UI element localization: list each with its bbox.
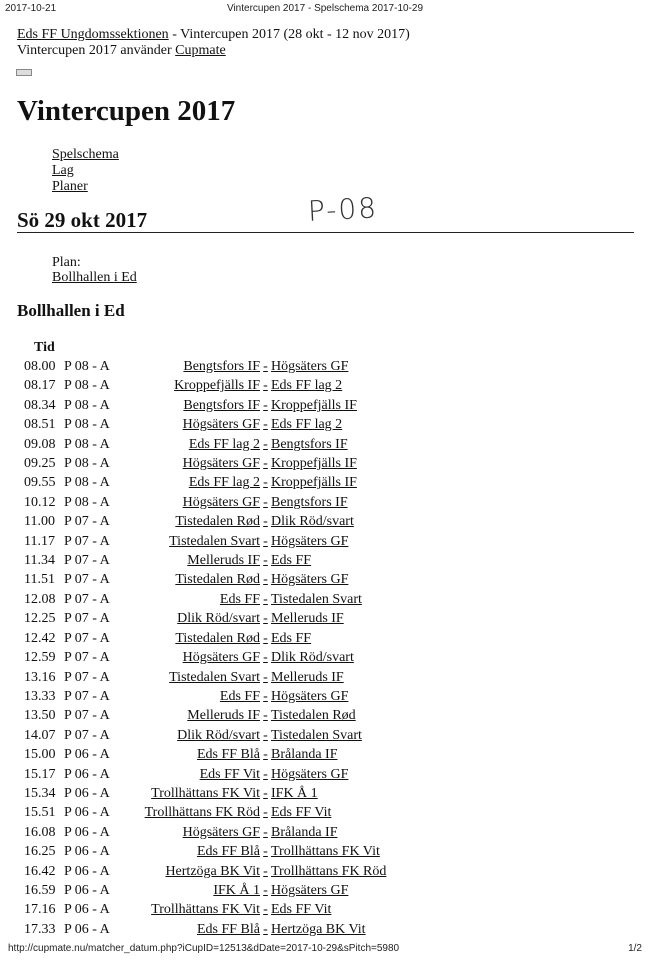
page-title: Vintercupen 2017 [17,95,236,127]
home-team-link[interactable]: Högsäters GF [182,456,260,472]
match-separator[interactable]: - [263,844,268,860]
match-time: 13.33 [24,688,56,704]
match-time: 08.34 [24,397,56,413]
match-class: P 07 - A [64,630,110,646]
home-team-link[interactable]: Högsäters GF [182,650,260,666]
home-team-link[interactable]: Tistedalen Rød [175,514,260,530]
match-class: P 07 - A [64,591,110,607]
match-time: 15.00 [24,747,56,763]
date-heading: Sö 29 okt 2017 [17,208,148,232]
away-team-link[interactable]: Melleruds IF [271,611,344,627]
match-time: 09.25 [24,456,56,472]
away-team-link[interactable]: Melleruds IF [271,669,344,685]
away-team-link[interactable]: Trollhättans FK Röd [271,863,387,879]
match-class: P 06 - A [64,785,110,801]
match-separator[interactable]: - [263,902,268,918]
match-separator[interactable]: - [263,688,268,704]
plan-label: Plan: [52,255,81,270]
home-team-link[interactable]: Eds FF Vit [199,766,260,782]
match-class: P 06 - A [64,824,110,840]
match-time: 12.25 [24,611,56,627]
match-class: P 08 - A [64,417,110,433]
match-separator[interactable]: - [263,630,268,646]
away-team-link[interactable]: Brålanda IF [271,824,338,840]
away-team-link[interactable]: Högsäters GF [271,359,349,374]
match-time: 15.34 [24,785,56,801]
match-time: 15.17 [24,766,56,782]
away-team-link[interactable]: Kroppefjälls IF [271,456,357,472]
away-team-link[interactable]: Eds FF [271,630,312,646]
match-class: P 08 - A [64,378,110,394]
match-separator[interactable]: - [263,436,268,452]
time-column-header: Tid [34,340,55,355]
match-class: P 07 - A [64,669,110,685]
match-class: P 07 - A [64,553,110,569]
table-row [24,609,386,628]
match-class: P 08 - A [64,436,110,452]
nav-planer-link[interactable]: Planer [52,179,88,194]
match-separator[interactable]: - [263,727,268,743]
match-separator[interactable]: - [263,747,268,763]
home-team-link[interactable]: Högsäters GF [182,494,260,510]
table-row [24,920,386,939]
match-class: P 06 - A [64,882,110,898]
home-team-link[interactable]: Trollhättans FK Vit [151,902,260,918]
home-team-link[interactable]: Tistedalen Rød [175,572,260,588]
table-row [24,512,386,531]
match-separator[interactable]: - [263,514,268,530]
match-time: 08.17 [24,378,56,394]
away-team-link[interactable]: Dlik Röd/svart [271,514,354,530]
table-row [24,435,386,454]
match-separator[interactable]: - [263,650,268,666]
match-class: P 06 - A [64,766,110,782]
table-row [24,551,386,570]
away-team-link[interactable]: Tistedalen Rød [271,708,356,724]
table-row [24,629,386,648]
home-team-link[interactable]: Bengtsfors IF [183,397,260,413]
home-team-link[interactable]: Eds FF Blå [196,844,260,860]
away-team-link[interactable]: Hertzöga BK Vit [271,921,366,937]
home-team-link[interactable]: Trollhättans FK Röd [144,805,260,821]
venue-heading: Bollhallen i Ed [17,301,125,320]
match-time: 14.07 [24,727,56,743]
match-separator[interactable]: - [263,494,268,510]
match-class: P 06 - A [64,921,110,937]
match-time: 12.59 [24,650,56,666]
match-time: 12.42 [24,630,56,646]
match-separator[interactable]: - [263,591,268,607]
match-class: P 08 - A [64,475,110,491]
away-team-link[interactable]: Eds FF Vit [271,902,332,918]
match-time: 09.08 [24,436,56,452]
home-team-link[interactable]: Eds FF [219,591,260,607]
match-time: 12.08 [24,591,56,607]
table-row [24,570,386,589]
home-team-link[interactable]: Bengtsfors IF [183,359,260,374]
away-team-link[interactable]: Kroppefjälls IF [271,397,357,413]
match-separator[interactable]: - [263,397,268,413]
table-row [24,473,386,492]
away-team-link[interactable]: Tistedalen Svart [271,591,362,607]
table-row [24,590,386,609]
match-time: 16.42 [24,863,56,879]
match-separator[interactable]: - [263,553,268,569]
home-team-link[interactable]: Högsäters GF [182,824,260,840]
print-header-date: 2017-10-21 [5,3,57,14]
away-team-link[interactable]: Högsäters GF [271,572,349,588]
home-team-link[interactable]: Eds FF lag 2 [188,436,260,452]
match-time: 16.59 [24,882,56,898]
match-separator[interactable]: - [263,533,268,549]
home-team-link[interactable]: Högsäters GF [182,417,260,433]
nav-lag-link[interactable]: Lag [52,163,74,178]
home-team-link[interactable]: IFK Å 1 [213,882,260,898]
table-row [24,454,386,473]
match-time: 16.08 [24,824,56,840]
table-row [24,668,386,687]
match-separator[interactable]: - [263,359,268,374]
schedule-table [24,357,386,939]
match-separator[interactable]: - [263,417,268,433]
table-row [24,803,386,822]
away-team-link[interactable]: Eds FF lag 2 [271,378,343,394]
home-team-link[interactable]: Trollhättans FK Vit [151,785,260,801]
away-team-link[interactable]: Kroppefjälls IF [271,475,357,491]
match-class: P 06 - A [64,902,110,918]
print-footer-url: http://cupmate.nu/matcher_datum.php?iCupID=12513&dDate=2017-10-29&sPitch=5980 [8,943,400,954]
away-team-link[interactable]: Högsäters GF [271,688,349,704]
breadcrumb-rest: - Vintercupen 2017 (28 okt - 12 nov 2017) [168,27,410,42]
away-team-link[interactable]: Eds FF Vit [271,805,332,821]
home-team-link[interactable]: Eds FF [219,688,260,704]
match-time: 11.17 [24,533,55,549]
home-team-link[interactable]: Tistedalen Svart [169,669,260,685]
away-team-link[interactable]: Bengtsfors IF [271,436,348,452]
uses-text: Vintercupen 2017 använder [17,43,176,58]
away-team-link[interactable]: Högsäters GF [271,766,349,782]
home-team-link[interactable]: Eds FF Blå [196,747,260,763]
match-class: P 06 - A [64,747,110,763]
print-footer-page: 1/2 [628,943,642,954]
match-class: P 08 - A [64,456,110,472]
match-class: P 07 - A [64,650,110,666]
match-separator[interactable]: - [263,921,268,937]
away-team-link[interactable]: Eds FF [271,553,312,569]
match-time: 11.34 [24,553,55,569]
match-class: P 08 - A [64,359,110,374]
away-team-link[interactable]: Dlik Röd/svart [271,650,354,666]
away-team-link[interactable]: Trollhättans FK Vit [271,844,380,860]
match-time: 17.33 [24,921,56,937]
match-separator[interactable]: - [263,456,268,472]
plan-link[interactable]: Bollhallen i Ed [52,270,137,285]
match-time: 08.51 [24,417,56,433]
table-row [24,726,386,745]
home-team-link[interactable]: Melleruds IF [187,553,260,569]
match-class: P 06 - A [64,844,110,860]
org-link[interactable]: Eds FF Ungdomssektionen [17,27,169,42]
home-team-link[interactable]: Eds FF lag 2 [188,475,260,491]
match-class: P 07 - A [64,611,110,627]
print-header-title: Vintercupen 2017 - Spelschema 2017-10-29 [226,3,424,14]
table-row [24,493,386,512]
table-row [24,415,386,434]
match-time: 16.25 [24,844,56,860]
away-team-link[interactable]: Tistedalen Svart [271,727,362,743]
match-separator[interactable]: - [263,669,268,685]
cupmate-link[interactable]: Cupmate [175,43,226,58]
table-row [24,357,386,376]
match-separator[interactable]: - [263,805,268,821]
table-row [24,784,386,803]
match-class: P 06 - A [64,805,110,821]
match-class: P 07 - A [64,688,110,704]
table-row [24,823,386,842]
match-class: P 06 - A [64,863,110,879]
breadcrumb [17,27,410,43]
away-team-link[interactable]: Högsäters GF [271,882,349,898]
away-team-link[interactable]: Brålanda IF [271,747,338,763]
table-row [24,648,386,667]
match-separator[interactable]: - [263,785,268,801]
away-team-link[interactable]: Eds FF lag 2 [271,417,343,433]
match-time: 10.12 [24,494,56,510]
table-row [24,745,386,764]
table-row [24,881,386,900]
match-separator[interactable]: - [263,572,268,588]
match-time: 11.51 [24,572,55,588]
match-class: P 07 - A [64,514,110,530]
nav-menu [52,147,119,195]
home-team-link[interactable]: Dlik Röd/svart [177,611,260,627]
match-class: P 07 - A [64,727,110,743]
match-separator[interactable]: - [263,863,268,879]
heading-divider [17,232,634,233]
table-row [24,706,386,725]
home-team-link[interactable]: Melleruds IF [187,708,260,724]
home-team-link[interactable]: Hertzöga BK Vit [165,863,260,879]
handwritten-note: P-08 [307,191,379,228]
match-class: P 07 - A [64,708,110,724]
away-team-link[interactable]: Högsäters GF [271,533,349,549]
match-time: 09.55 [24,475,56,491]
match-time: 17.16 [24,902,56,918]
match-separator[interactable]: - [263,708,268,724]
home-team-link[interactable]: Kroppefjälls IF [174,378,260,394]
match-class: P 08 - A [64,397,110,413]
table-row [24,765,386,784]
match-separator[interactable]: - [263,766,268,782]
table-row [24,900,386,919]
match-time: 13.16 [24,669,56,685]
match-time: 13.50 [24,708,56,724]
table-row [24,376,386,395]
match-separator[interactable]: - [263,378,268,394]
table-row [24,532,386,551]
match-separator[interactable]: - [263,611,268,627]
match-time: 15.51 [24,805,56,821]
match-class: P 07 - A [64,533,110,549]
nav-spelschema-link[interactable]: Spelschema [52,147,119,162]
home-team-link[interactable]: Tistedalen Svart [169,533,260,549]
away-team-link[interactable]: IFK Å 1 [271,785,318,801]
table-row [24,687,386,706]
match-separator[interactable]: - [263,824,268,840]
match-separator[interactable]: - [263,475,268,491]
uses-line [17,43,226,59]
match-time: 11.00 [24,514,55,530]
home-team-link[interactable]: Dlik Röd/svart [177,727,260,743]
away-team-link[interactable]: Bengtsfors IF [271,494,348,510]
match-separator[interactable]: - [263,882,268,898]
small-image-icon [16,69,32,76]
table-row [24,396,386,415]
table-row [24,842,386,861]
home-team-link[interactable]: Tistedalen Rød [175,630,260,646]
table-row [24,862,386,881]
match-class: P 08 - A [64,494,110,510]
match-time: 08.00 [24,359,56,374]
match-class: P 07 - A [64,572,110,588]
home-team-link[interactable]: Eds FF Blå [196,921,260,937]
